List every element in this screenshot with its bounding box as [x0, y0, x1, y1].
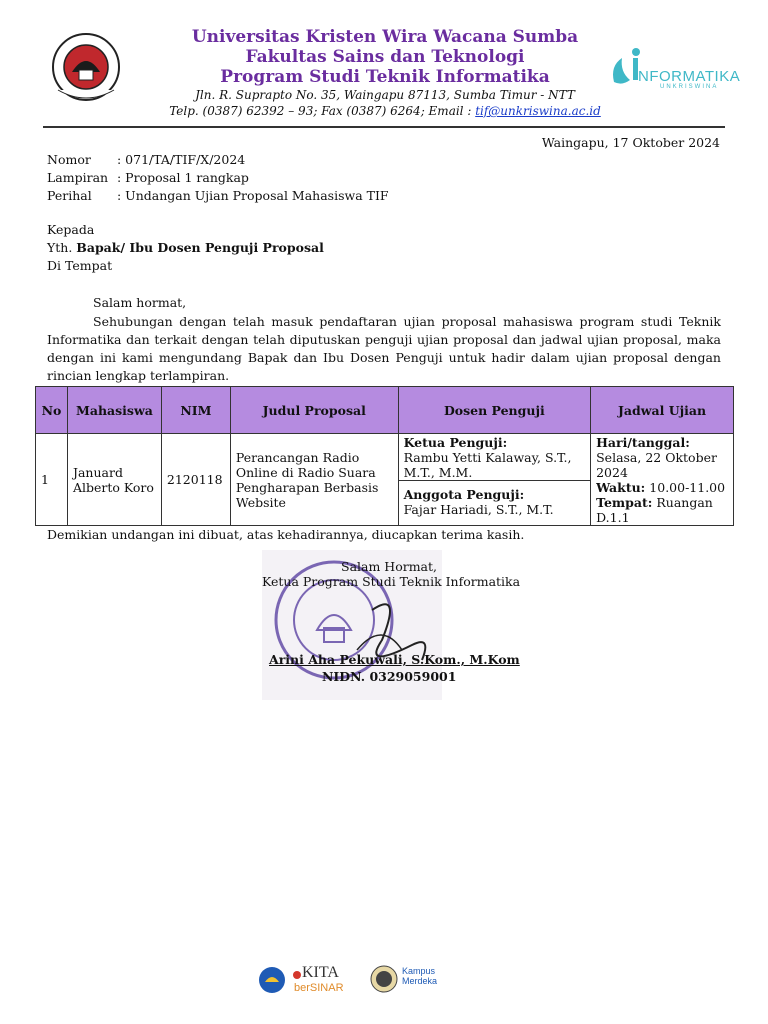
body-paragraph-block [47, 313, 721, 385]
cell-anggota [398, 481, 591, 526]
tempat-label: Tempat: [596, 495, 653, 510]
informatika-logo-text: NFORMATIKA [638, 68, 741, 85]
cell-jadwal [591, 434, 734, 526]
body-paragraph: Sehubungan dengan telah masuk pendaftaran ujian proposal mahasiswa program studi Teknik Informatika dan terkait dengan telah diputuskan penguji ujian proposal dan jadwal ujian proposal, maka dengan ini kami mengundang Bapak dan Ibu Dosen Penguji untuk hadir dalam ujian proposal dengan rincian lengkap terlampiran. [47, 314, 721, 383]
cell-judul: Perancangan Radio Online di Radio Suara Pengharapan Berbasis Website [230, 434, 398, 526]
col-header-no: No [36, 387, 68, 434]
faculty-name: Fakultas Sains dan Teknologi [245, 47, 525, 67]
exam-table [35, 386, 734, 526]
anggota-label: Anggota Penguji: [403, 487, 525, 502]
closing-text: Demikian undangan ini dibuat, atas kehadirannya, diucapkan terima kasih. [47, 527, 525, 542]
signer-nidn: NIDN. 0329059001 [322, 669, 457, 684]
col-header-nim: NIM [161, 387, 230, 434]
recipient-line [47, 240, 324, 255]
lampiran-value: : Proposal 1 rangkap [117, 170, 249, 185]
signer-name: Arini Aha Pekuwali, S.Kom., M.Kom [269, 652, 520, 667]
university-name: Universitas Kristen Wira Wacana Sumba [191, 27, 579, 47]
nomor-row [47, 152, 245, 167]
kepada: Kepada [47, 222, 95, 237]
nomor-label: Nomor [47, 152, 91, 167]
contact-line [160, 104, 610, 118]
tutwuri-logo-icon [258, 966, 286, 994]
cell-ketua [398, 434, 591, 481]
anggota-name: Fajar Hariadi, S.T., M.T. [403, 502, 554, 517]
cell-nim: 2120118 [161, 434, 230, 526]
recipient-name: Bapak/ Ibu Dosen Penguji Proposal [76, 240, 324, 255]
header-divider [43, 126, 725, 128]
nomor-value: : 071/TA/TIF/X/2024 [117, 152, 246, 167]
table-header-row [36, 387, 734, 434]
col-header-jadwal: Jadwal Ujian [591, 387, 734, 434]
address: Jln. R. Suprapto No. 35, Waingapu 87113, Sumba Timur - NTT [195, 88, 575, 102]
university-logo [46, 32, 126, 102]
col-header-judul: Judul Proposal [230, 387, 398, 434]
kampus-logo-text: Kampus [402, 966, 436, 976]
col-header-dosen: Dosen Penguji [398, 387, 591, 434]
bersinar-logo-text: berSINAR [294, 982, 344, 994]
cell-no: 1 [36, 434, 68, 526]
perihal-value: : Undangan Ujian Proposal Mahasiswa TIF [117, 188, 389, 203]
lampiran-label: Lampiran [47, 170, 109, 185]
contact-text: Telp. (0387) 62392 – 93; Fax (0387) 6264; Email : [169, 104, 476, 118]
waktu-label: Waktu: [596, 480, 646, 495]
letter-date: Waingapu, 17 Oktober 2024 [541, 135, 720, 150]
yth: Yth. [47, 240, 77, 255]
perihal-label: Perihal [47, 188, 92, 203]
signature-role: Ketua Program Studi Teknik Informatika [262, 574, 521, 589]
university-seal-icon [46, 32, 126, 102]
hari-label: Hari/tanggal: [596, 435, 690, 450]
program-name: Program Studi Teknik Informatika [220, 67, 550, 87]
signature-salam: Salam Hormat, [341, 559, 437, 574]
informatika-logo-subtext: UNKRISWINA [660, 84, 719, 90]
greeting: Salam hormat, [93, 295, 187, 310]
kita-logo-text: KITA [302, 964, 339, 981]
table-row [36, 434, 734, 481]
informatika-logo [608, 46, 741, 94]
di-tempat: Di Tempat [47, 258, 113, 273]
kita-circle-icon [292, 970, 302, 980]
email-link[interactable]: tif@unkriswina.ac.id [475, 104, 601, 118]
merdeka-logo-text: Merdeka [402, 976, 438, 986]
hari-value: Selasa, 22 Oktober 2024 [596, 450, 717, 480]
ketua-name: Rambu Yetti Kalaway, S.T., M.T., M.M. [403, 450, 572, 480]
ketua-label: Ketua Penguji: [403, 435, 508, 450]
waktu-value: 10.00-11.00 [645, 480, 726, 495]
tempat-value: Ruangan D.1.1 [596, 495, 713, 525]
lampiran-row [47, 170, 249, 185]
col-header-mahasiswa: Mahasiswa [67, 387, 161, 434]
cell-mahasiswa: Januard Alberto Koro [67, 434, 161, 526]
footer-logos [258, 962, 438, 998]
perihal-row [47, 188, 389, 203]
baik-badge-icon [370, 965, 398, 993]
